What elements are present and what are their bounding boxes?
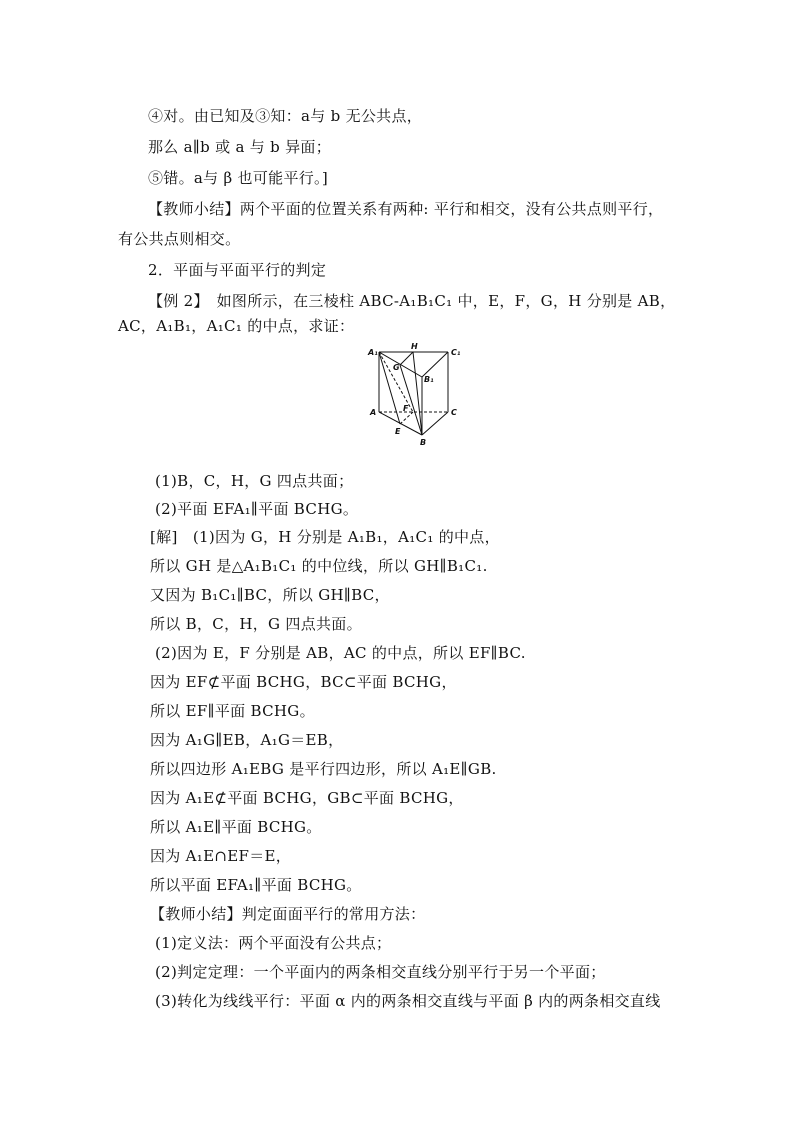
solution-line-10: 因为 A₁E⊄平面 BCHG，GB⊂平面 BCHG， [150, 789, 464, 807]
section-heading: 2．平面与平面平行的判定 [148, 261, 327, 279]
solution-line-4: 所以 B，C，H，G 四点共面。 [150, 615, 362, 633]
method-2: (2)判定定理：一个平面内的两条相交直线分别平行于另一个平面； [155, 963, 606, 981]
solution-line-1: [解] (1)因为 G，H 分别是 A₁B₁，A₁C₁ 的中点， [150, 528, 500, 546]
method-3: (3)转化为线线平行：平面 α 内的两条相交直线与平面 β 内的两条相交直线 [155, 992, 661, 1010]
text-line-5: 有公共点则相交。 [118, 230, 241, 248]
label-b1: B₁ [424, 375, 434, 384]
example-2-line-2: AC，A₁B₁，A₁C₁ 的中点，求证： [118, 317, 355, 335]
claim-1: (1)B，C，H，G 四点共面； [155, 472, 354, 490]
claim-2: (2)平面 EFA₁∥平面 BCHG。 [155, 500, 359, 518]
label-e: E [395, 427, 401, 436]
triangular-prism-diagram [367, 340, 467, 450]
solution-line-13: 所以平面 EFA₁∥平面 BCHG。 [150, 876, 362, 894]
text-line-3: ⑤错。a与 β 也可能平行。] [148, 169, 329, 187]
solution-line-2: 所以 GH 是△A₁B₁C₁ 的中位线，所以 GH∥B₁C₁. [150, 557, 488, 575]
solution-line-5: (2)因为 E，F 分别是 AB，AC 的中点，所以 EF∥BC. [155, 644, 526, 662]
solution-line-12: 因为 A₁E∩EF＝E， [150, 847, 292, 865]
label-a: A [370, 408, 377, 417]
label-c: C [451, 408, 457, 417]
example-2-line-1: 【例 2】 如图所示，在三棱柱 ABC-A₁B₁C₁ 中，E，F，G，H 分别是 AB， [148, 292, 676, 310]
label-g: G [393, 363, 400, 372]
teacher-summary-2: 【教师小结】判定面面平行的常用方法： [150, 905, 426, 923]
solution-line-8: 因为 A₁G∥EB，A₁G＝EB， [150, 731, 344, 749]
prism-figure [367, 340, 467, 450]
solution-line-7: 所以 EF∥平面 BCHG。 [150, 702, 315, 720]
solution-line-9: 所以四边形 A₁EBG 是平行四边形，所以 A₁E∥GB. [150, 760, 497, 778]
label-c1: C₁ [451, 348, 461, 357]
label-b: B [420, 438, 427, 447]
label-a1: A₁ [368, 348, 378, 357]
solution-line-3: 又因为 B₁C₁∥BC，所以 GH∥BC， [150, 586, 390, 604]
solution-line-6: 因为 EF⊄平面 BCHG，BC⊂平面 BCHG， [150, 673, 457, 691]
method-1: (1)定义法：两个平面没有公共点； [155, 934, 392, 952]
teacher-summary-1: 【教师小结】两个平面的位置关系有两种: 平行和相交，没有公共点则平行， [148, 200, 664, 218]
label-f: F [403, 404, 409, 413]
text-line-2: 那么 a∥b 或 a 与 b 异面； [148, 138, 332, 156]
label-h: H [411, 342, 418, 351]
solution-line-11: 所以 A₁E∥平面 BCHG。 [150, 818, 322, 836]
text-line-1: ④对。由已知及③知：a与 b 无公共点， [148, 107, 423, 125]
